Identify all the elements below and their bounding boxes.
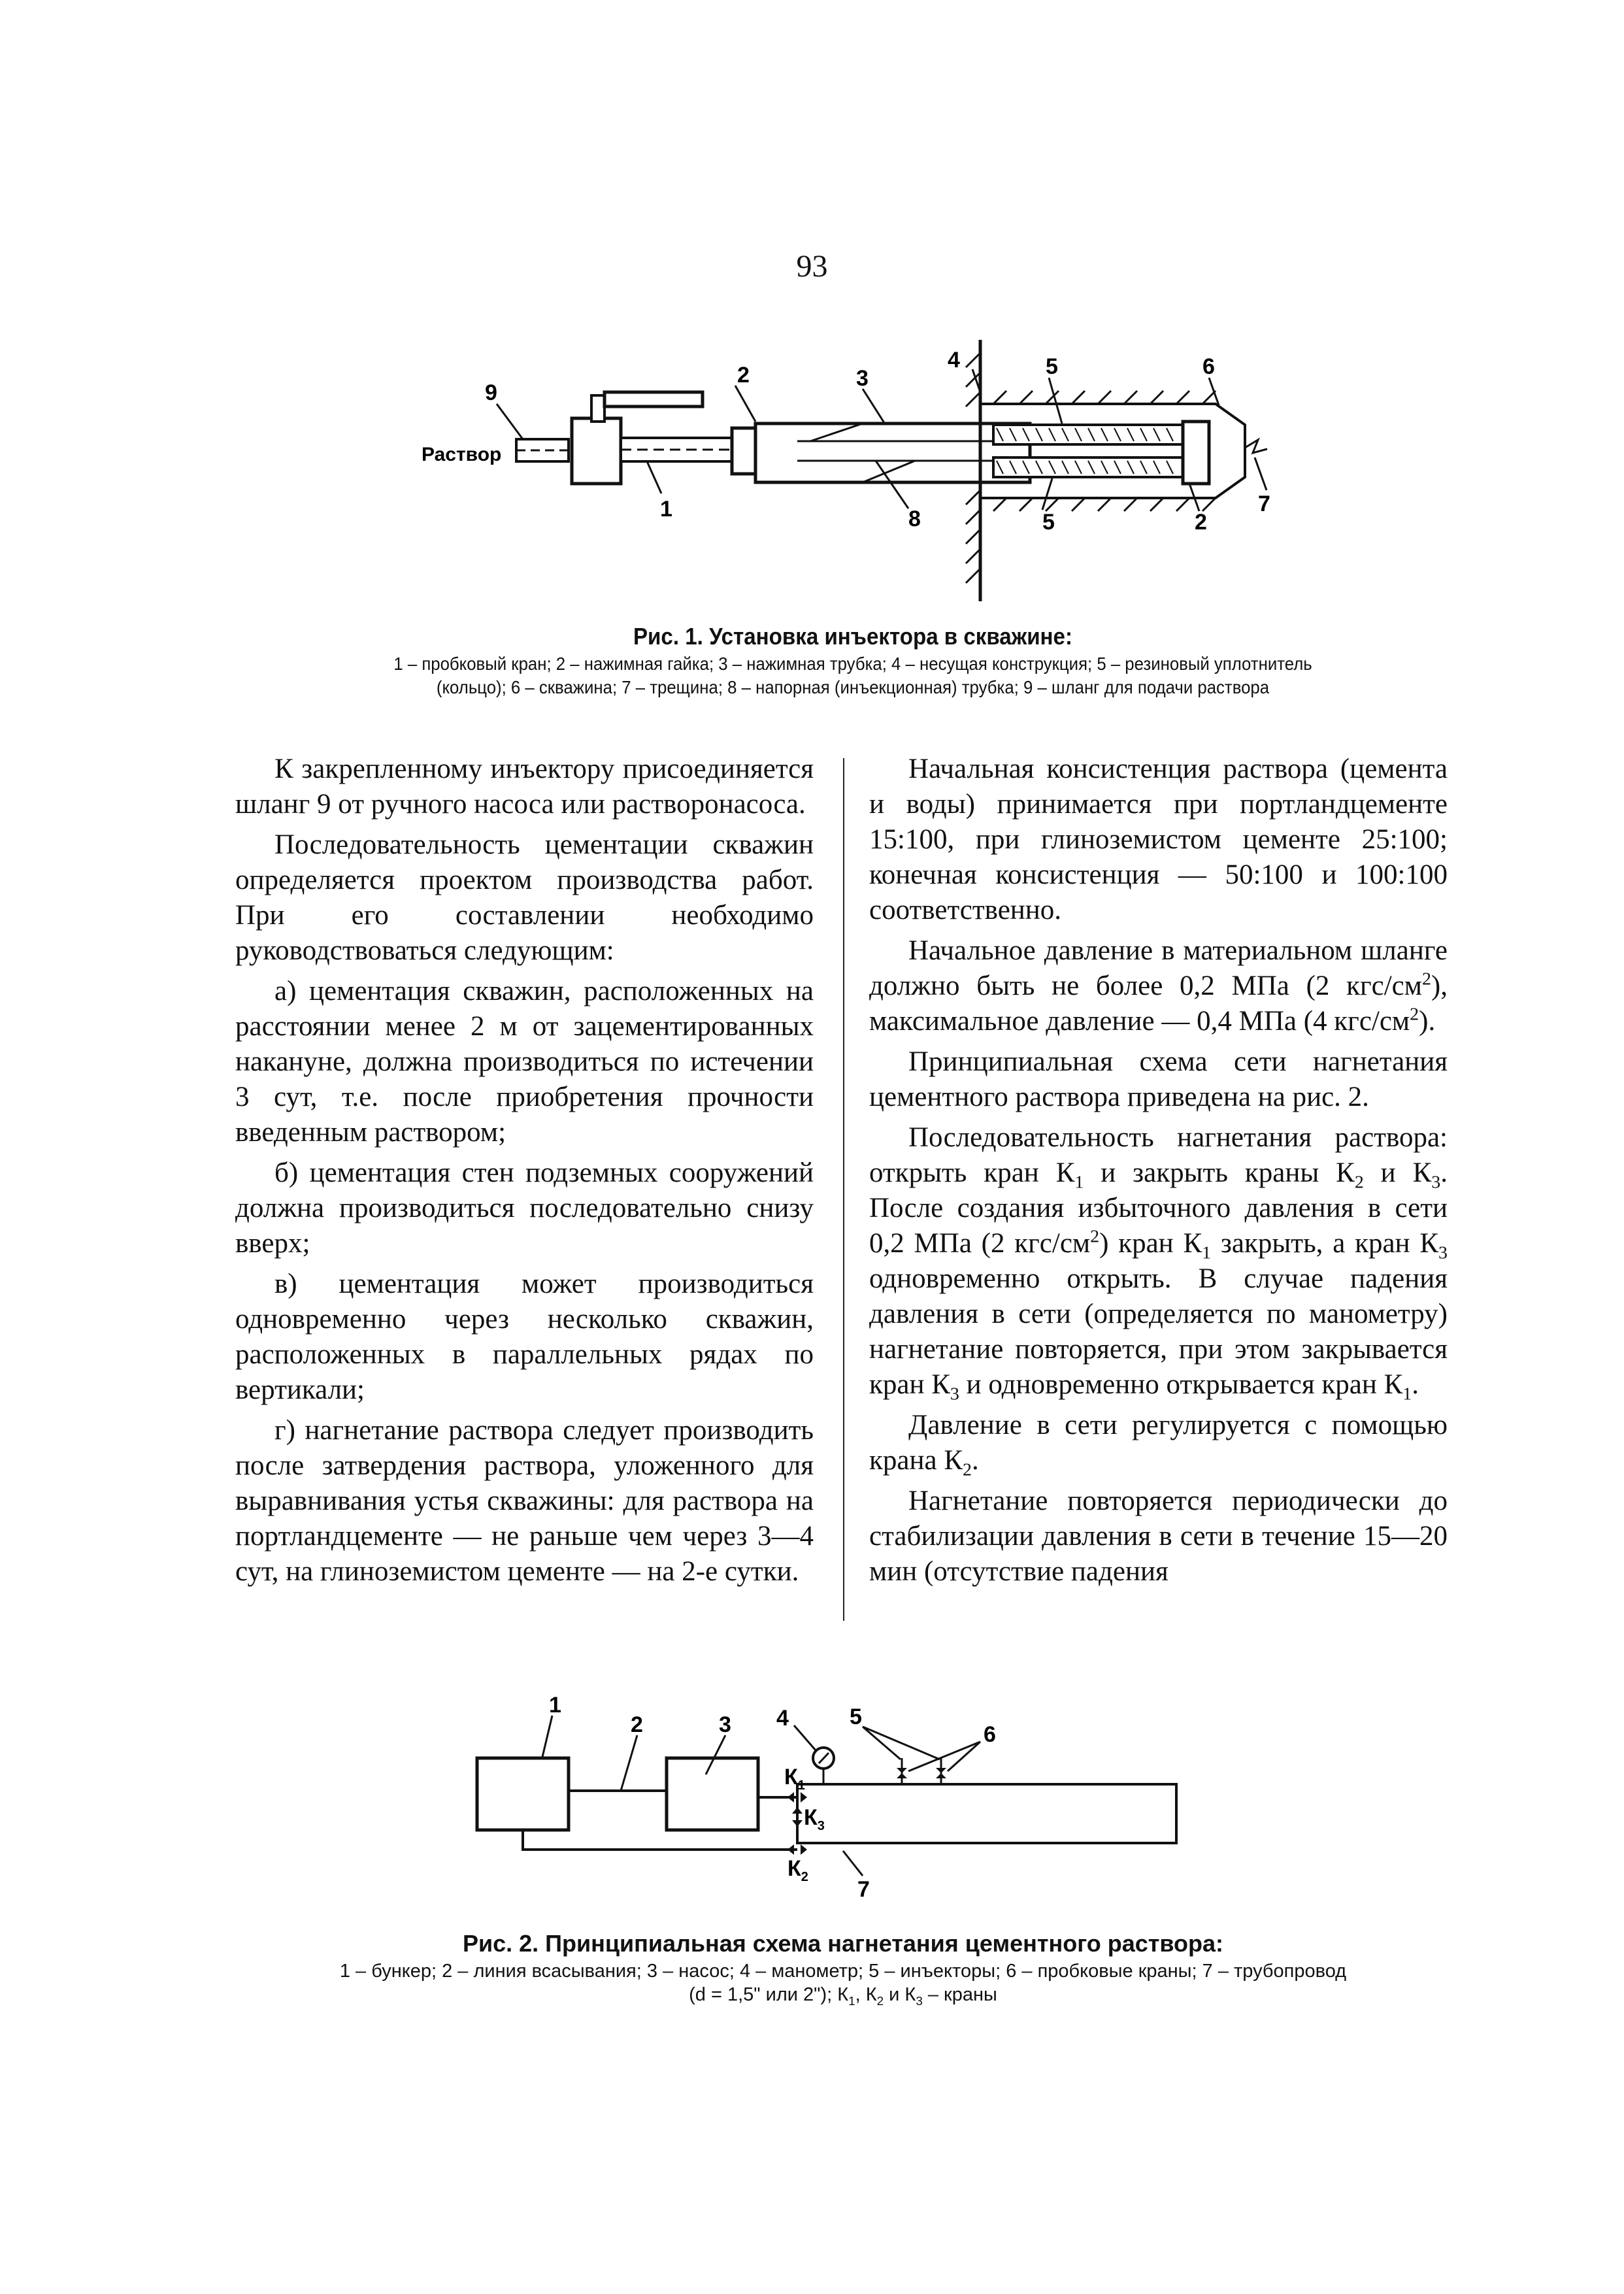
label-2-bottom: 2: [1195, 510, 1207, 535]
left-paragraph-4: б) цементация стен подземных сооружений должна производиться последовательно снизу вверх;: [235, 1157, 814, 1259]
fig2-label-5: 5: [850, 1704, 862, 1729]
fig2-label-4: 4: [776, 1706, 789, 1731]
page-number: 93: [796, 249, 828, 284]
figure-1-injector-diagram: [405, 327, 1274, 614]
figure-2-caption: [274, 1928, 1412, 2006]
left-paragraph-6: г) нагнетание раствора следует производить после затвердения раствора, уложенного для выравнивания устья скважины: для раствора на портландцементе — не раньше чем через 3—4 сут, на глиноземистом цементе — на 2-е сутки.: [235, 1415, 814, 1587]
label-3: 3: [856, 366, 869, 391]
fig2-label-k1: $К_1$: [784, 1765, 805, 1793]
left-column: [235, 752, 814, 1595]
right-paragraph-4: Последовательность нагнетания раствора: открыть кран $К_1$ и закрыть краны $К_2$ и $К_3$. После создания избыточного давления в сети 0,2 МПа (2 кгс/$см^2$) кран $К_1$ закрыть, а кран $К_3$ одновременно открыть. В случае падения давления в сети (определяется по манометру) нагнетание повторяется, при этом закрывается кран $К_3$ и одновременно открывается кран $К_1$.: [869, 1122, 1448, 1405]
fig2-label-7: 7: [857, 1877, 870, 1902]
column-divider: [843, 758, 844, 1621]
right-paragraph-2: Начальное давление в материальном шланге должно быть не более 0,2 МПа (2 кгс/$см^2$), максимальное давление — 0,4 МПа (4 кгс/$см^2$).: [869, 935, 1448, 1037]
fig2-label-k3: $К_3$: [804, 1805, 825, 1833]
fig2-label-2: 2: [631, 1712, 643, 1737]
fig2-label-k2: $К_2$: [787, 1856, 808, 1884]
left-paragraph-1: К закрепленному инъектору присоединяется шланг 9 от ручного насоса или растворонасоса.: [235, 754, 814, 820]
label-8: 8: [908, 507, 921, 531]
right-paragraph-1: Начальная консистенция раствора (цемента и воды) принимается при портландцементе 15:100, при глиноземистом цементе 25:100; конечная консистенция — 50:100 и 100:100 соответственно.: [869, 754, 1448, 925]
label-7: 7: [1258, 491, 1270, 516]
label-5-bottom: 5: [1042, 510, 1055, 535]
right-column: [869, 752, 1448, 1595]
figure-2-caption-line-1: 1 – бункер; 2 – линия всасывания; 3 – насос; 4 – манометр; 5 – инъекторы; 6 – пробковые краны; 7 – трубопровод: [339, 1961, 1347, 1982]
left-paragraph-3: а) цементация скважин, расположенных на расстоянии менее 2 м от зацементированных накануне, должна производиться по истечении 3 сут, т.е. после приобретения прочности введенным раствором;: [235, 976, 814, 1148]
label-6: 6: [1202, 354, 1215, 379]
label-9: 9: [485, 380, 497, 405]
label-1: 1: [660, 497, 672, 522]
label-5-top: 5: [1046, 354, 1058, 379]
fig2-label-6: 6: [984, 1722, 996, 1747]
right-paragraph-3: Принципиальная схема сети нагнетания цементного раствора приведена на рис. 2.: [869, 1046, 1448, 1112]
solution-label: Раствор: [422, 444, 502, 465]
figure-1-caption-text: 1 – пробковый кран; 2 – нажимная гайка; 3 – нажимная трубка; 4 – несущая конструкция; 5 – резиновый уплотнитель (кольцо); 6 – скважина; 7 – трещина; 8 – напорная (инъекционная) трубка; 9 – шланг для подачи раствора: [393, 654, 1312, 697]
right-paragraph-6: Нагнетание повторяется периодически до стабилизации давления в сети в течение 15—20 мин (отсутствие падения: [869, 1486, 1448, 1587]
left-paragraph-5: в) цементация может производиться одновременно через несколько скважин, расположенных в параллельных рядах по вертикали;: [235, 1269, 814, 1405]
right-paragraph-5: Давление в сети регулируется с помощью крана $К_2$.: [869, 1410, 1448, 1480]
figure-1-caption-title: Рис. 1. Установка инъектора в скважине:: [633, 623, 1073, 650]
label-2-top: 2: [737, 363, 750, 388]
left-paragraph-2: Последовательность цементации скважин определяется проектом производства работ. При его составлении необходимо руководствоваться следующим:: [235, 829, 814, 966]
figure-2-caption-line-2: (d = 1,5" или 2"); $К_1$, $К_2$ и $К_3$ – краны: [689, 1984, 997, 2008]
figure-2-scheme-diagram: [457, 1686, 1202, 1902]
figure-1-caption: [357, 621, 1349, 699]
figure-2-caption-title: Рис. 2. Принципиальная схема нагнетания цементного раствора:: [462, 1930, 1224, 1957]
fig2-label-1: 1: [549, 1693, 561, 1718]
fig2-label-3: 3: [719, 1712, 731, 1737]
label-4: 4: [948, 348, 960, 373]
